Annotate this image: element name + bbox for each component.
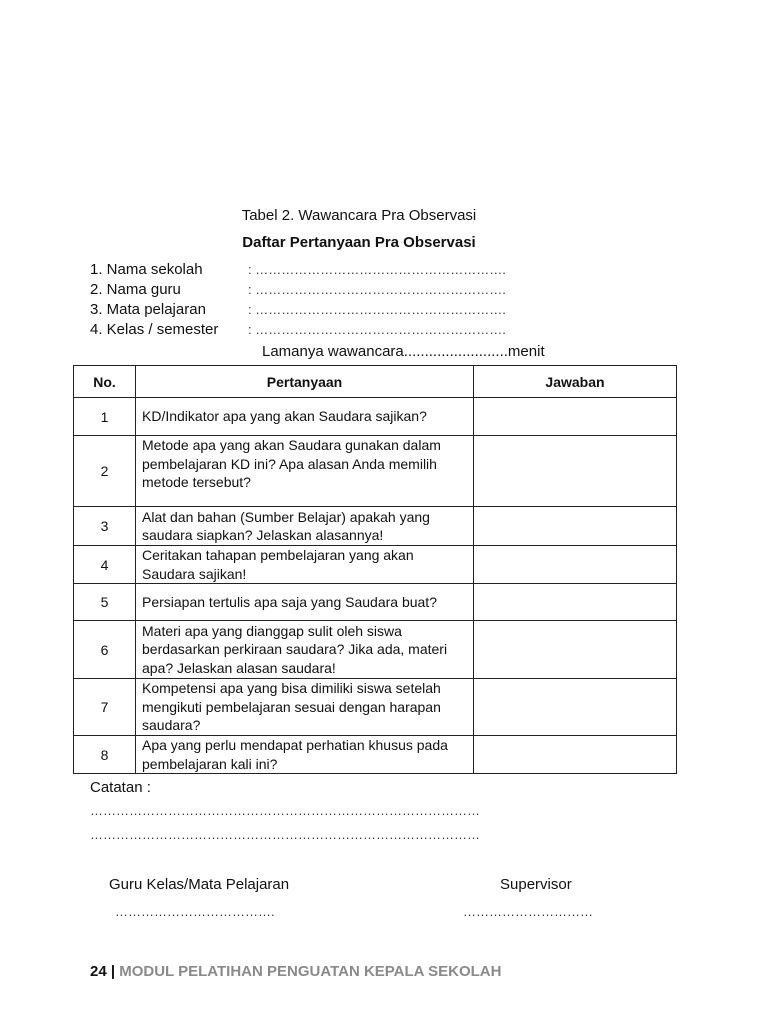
- questions-table: [73, 365, 677, 774]
- table-caption: Tabel 2. Wawancara Pra Observasi: [241, 207, 477, 224]
- row-number: 6: [74, 621, 136, 679]
- page-number: 24 |: [90, 963, 116, 980]
- row-question: Materi apa yang dianggap sulit oleh siswa berdasarkan perkiraan saudara? Jika ada, materi apa? Jelaskan alasan saudara!: [136, 621, 474, 679]
- notes-label: Catatan :: [90, 779, 151, 796]
- field-label: 2. Nama guru: [90, 281, 181, 298]
- row-question: Persiapan tertulis apa saja yang Saudara buat?: [136, 584, 474, 621]
- row-number: 8: [74, 736, 136, 774]
- field-value: : ………………………………………………….: [248, 262, 506, 277]
- supervisor-signature-line[interactable]: …………………………: [463, 904, 593, 919]
- footer-title: MODUL PELATIHAN PENGUATAN KEPALA SEKOLAH: [119, 963, 502, 980]
- row-number: 5: [74, 584, 136, 621]
- table-row: [74, 398, 677, 436]
- table-row: [74, 679, 677, 736]
- field-class: [90, 320, 506, 340]
- row-answer[interactable]: [474, 679, 677, 736]
- row-question: Ceritakan tahapan pembelajaran yang akan Saudara sajikan!: [136, 546, 474, 584]
- row-answer[interactable]: [474, 584, 677, 621]
- row-answer[interactable]: [474, 546, 677, 584]
- table-row: [74, 436, 677, 507]
- row-answer[interactable]: [474, 507, 677, 546]
- row-answer[interactable]: [474, 736, 677, 774]
- header-answer: Jawaban: [474, 366, 677, 398]
- row-question: KD/Indikator apa yang akan Saudara sajikan?: [136, 398, 474, 436]
- teacher-signature-label: Guru Kelas/Mata Pelajaran: [109, 876, 290, 893]
- row-question: Alat dan bahan (Sumber Belajar) apakah yang saudara siapkan? Jelaskan alasannya!: [136, 507, 474, 546]
- interview-duration: Lamanya wawancara.........................menit: [262, 343, 545, 360]
- row-number: 7: [74, 679, 136, 736]
- notes-line[interactable]: ………………………………………………………………………………: [90, 803, 480, 818]
- teacher-signature-line[interactable]: ……………………………….: [115, 904, 275, 919]
- field-label: 1. Nama sekolah: [90, 261, 203, 278]
- form-title: Daftar Pertanyaan Pra Observasi: [242, 234, 476, 251]
- row-answer[interactable]: [474, 621, 677, 679]
- field-value: : ………………………………………………….: [248, 322, 506, 337]
- field-teacher: [90, 280, 506, 300]
- table-row: [74, 507, 677, 546]
- field-label: 3. Mata pelajaran: [90, 301, 206, 318]
- field-school: [90, 260, 506, 280]
- row-question: Kompetensi apa yang bisa dimiliki siswa setelah mengikuti pembelajaran sesuai dengan harapan saudara?: [136, 679, 474, 736]
- row-number: 2: [74, 436, 136, 507]
- row-number: 3: [74, 507, 136, 546]
- page-footer: [90, 963, 501, 980]
- table-header-row: [74, 366, 677, 398]
- table-row: [74, 546, 677, 584]
- field-value: : ………………………………………………….: [248, 282, 506, 297]
- header-question: Pertanyaan: [136, 366, 474, 398]
- field-value: : ………………………………………………….: [248, 302, 506, 317]
- row-answer[interactable]: [474, 436, 677, 507]
- notes-line[interactable]: ………………………………………………………………………………: [90, 827, 480, 842]
- supervisor-signature-label: Supervisor: [500, 876, 572, 893]
- field-subject: [90, 300, 506, 320]
- table-row: [74, 584, 677, 621]
- header-no: No.: [74, 366, 136, 398]
- row-answer[interactable]: [474, 398, 677, 436]
- field-label: 4. Kelas / semester: [90, 321, 219, 338]
- table-row: [74, 621, 677, 679]
- row-number: 1: [74, 398, 136, 436]
- table-row: [74, 736, 677, 774]
- row-question: Metode apa yang akan Saudara gunakan dalam pembelajaran KD ini? Apa alasan Anda memilih metode tersebut?: [136, 436, 474, 507]
- row-question: Apa yang perlu mendapat perhatian khusus pada pembelajaran kali ini?: [136, 736, 474, 774]
- row-number: 4: [74, 546, 136, 584]
